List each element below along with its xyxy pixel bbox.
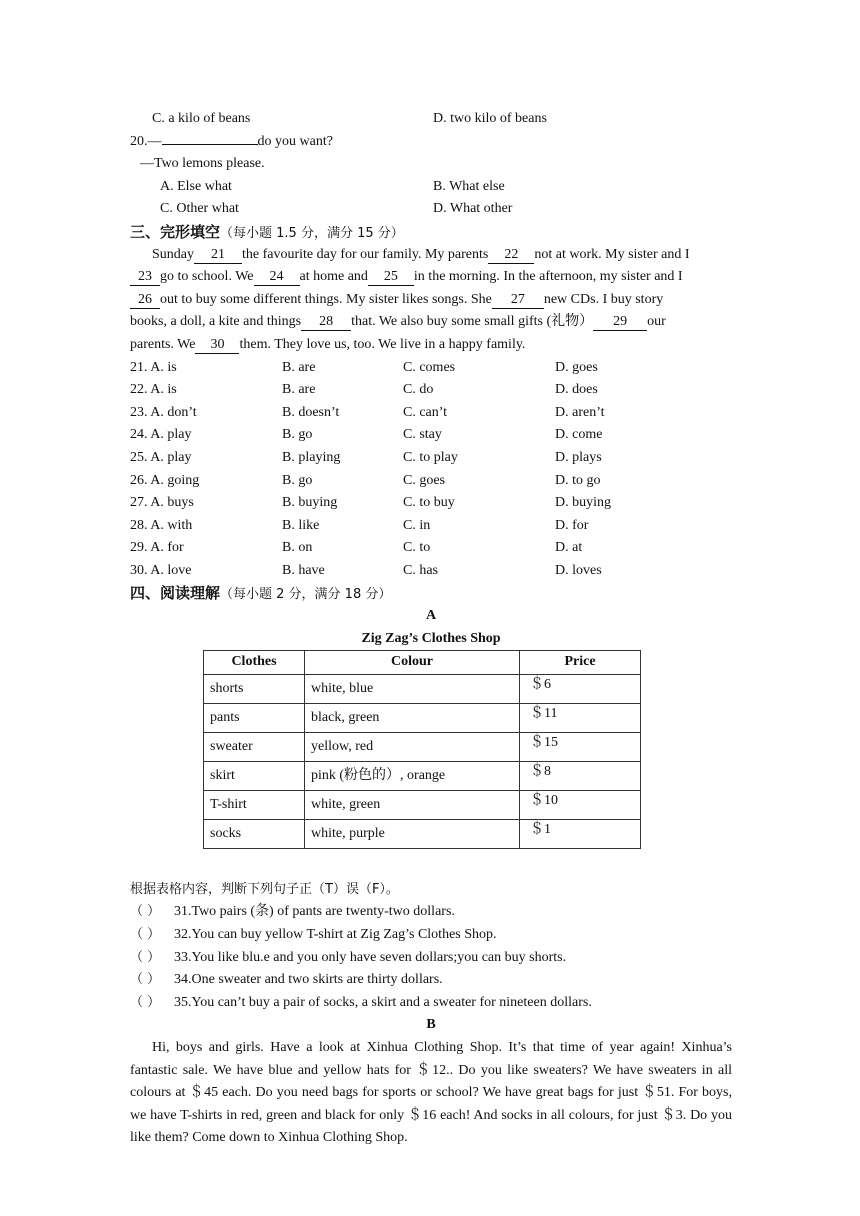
- cloze-option-row: [130, 402, 732, 425]
- table-cell: skirt: [204, 761, 305, 790]
- cloze-option: B. playing: [282, 449, 341, 465]
- column-header: Colour: [305, 651, 520, 675]
- blank-24: 24: [254, 269, 300, 286]
- table-row: [204, 703, 641, 732]
- section3-title: 三、完形填空: [130, 222, 221, 241]
- section4-heading: [130, 582, 732, 605]
- part-b-passage: [130, 1037, 732, 1150]
- q20-suffix: do you want?: [257, 133, 333, 149]
- exam-page: [130, 108, 732, 1150]
- cloze-option: C. has: [403, 562, 438, 578]
- true-false-question: [130, 969, 732, 992]
- cloze-option: D. plays: [555, 449, 602, 465]
- cloze-option-row: [130, 379, 732, 402]
- cloze-option-row: [130, 447, 732, 470]
- table-cell: shorts: [204, 674, 305, 703]
- true-false-question: [130, 924, 732, 947]
- blank-28: 28: [301, 314, 351, 331]
- cloze-option: D. goes: [555, 359, 598, 375]
- cloze-option: D. for: [555, 517, 589, 533]
- section3-note: （每小题 1.5 分，满分 15 分）: [220, 225, 404, 241]
- answer-bracket[interactable]: （ ）: [130, 904, 161, 920]
- answer-bracket[interactable]: （ ）: [130, 972, 161, 988]
- part-b-label: B: [426, 1017, 436, 1033]
- cloze-option: C. to play: [403, 449, 458, 465]
- table-row: [204, 790, 641, 819]
- cloze-option: B. go: [282, 427, 313, 443]
- cloze-option-row: [130, 424, 732, 447]
- cloze-option: 21. A. is: [130, 359, 177, 375]
- question-text: 33.You like blu.e and you only have seven dollars;you can buy shorts.: [174, 949, 567, 965]
- blank-25: 25: [368, 269, 414, 286]
- table-cell: pants: [204, 703, 305, 732]
- table-cell: black, green: [305, 703, 520, 732]
- table-cell: ＄1: [520, 819, 641, 848]
- table-row: [204, 761, 641, 790]
- table-cell: ＄10: [520, 790, 641, 819]
- question-text: 34.One sweater and two skirts are thirty dollars.: [174, 972, 443, 988]
- shop-table-title: Zig Zag’s Clothes Shop: [361, 630, 501, 646]
- true-false-questions: [130, 901, 732, 1014]
- blank-27: 27: [492, 292, 544, 309]
- table-row: [204, 674, 641, 703]
- blank-23: 23: [130, 269, 160, 286]
- cloze-option: 30. A. love: [130, 562, 192, 578]
- question-text: 31.Two pairs (条) of pants are twenty-two dollars.: [174, 904, 455, 920]
- q20-options-cd: [130, 198, 732, 221]
- table-cell: white, green: [305, 790, 520, 819]
- cloze-option: C. in: [403, 517, 431, 533]
- cloze-option: D. aren’t: [555, 404, 605, 420]
- table-cell: sweater: [204, 732, 305, 761]
- true-false-question: [130, 901, 732, 924]
- true-false-question: [130, 992, 732, 1015]
- cloze-option: B. go: [282, 472, 313, 488]
- clothes-price-table: [203, 650, 641, 849]
- cloze-option: C. to buy: [403, 495, 455, 511]
- table-row: [204, 732, 641, 761]
- blank-22: 22: [488, 247, 534, 264]
- cloze-option: D. buying: [555, 495, 611, 511]
- cloze-option: B. buying: [282, 495, 338, 511]
- table-header-row: [204, 651, 641, 675]
- cloze-option: 29. A. for: [130, 540, 184, 556]
- q20-answer: —Two lemons please.: [140, 156, 265, 172]
- q20-stem: [130, 131, 732, 154]
- cloze-option: B. are: [282, 359, 316, 375]
- cloze-option: C. comes: [403, 359, 456, 375]
- table-cell: white, blue: [305, 674, 520, 703]
- table-cell: ＄15: [520, 732, 641, 761]
- q19-options: [130, 108, 732, 131]
- blank-26: 26: [130, 292, 160, 309]
- answer-bracket[interactable]: （ ）: [130, 927, 161, 943]
- cloze-option: D. loves: [555, 562, 602, 578]
- part-b-paragraph: Hi, boys and girls. Have a look at Xinhua Clothing Shop. It’s that time of year again! Xinhua’s fantastic sale. We have blue and yellow hats for ＄12.. Do you like sweaters? We have sweaters in all colours at ＄45 each. Do you need bags for sports or school? We have great bags for just ＄51. For boys, we have T-shirts in red, green and black for only ＄16 each! And socks in all colours, for just ＄3. Do you like them? Come down to Xinhua Clothing Shop.: [130, 1040, 732, 1146]
- table-cell: ＄8: [520, 761, 641, 790]
- table-cell: white, purple: [305, 819, 520, 848]
- cloze-passage: Sunday 21 the favourite day for our family. My parents 22 not at work. My sister and I 23 go to school. We 24 at home and 25 in the morning. In the afternoon, my sister and I 26 out to buy some different things. My sister likes songs. She 27 new CDs. I buy story books, a doll, a kite and things 28 that. We also buy some small gifts (礼物） 29 our parents. We 30 them. They love us, too. We live in a happy family.: [130, 246, 690, 352]
- q20-option-b: B. What else: [433, 178, 505, 194]
- column-header: Price: [520, 651, 641, 675]
- q20-option-c: C. Other what: [160, 201, 239, 217]
- table-row: [204, 819, 641, 848]
- cloze-option: B. like: [282, 517, 320, 533]
- table-cell: yellow, red: [305, 732, 520, 761]
- q20-options-ab: [130, 176, 732, 199]
- q19-option-d: D. two kilo of beans: [433, 111, 547, 126]
- cloze-option: B. are: [282, 382, 316, 398]
- cloze-option: 28. A. with: [130, 517, 193, 533]
- cloze-option: B. doesn’t: [282, 404, 340, 420]
- cloze-option-row: [130, 357, 732, 380]
- blank-30: 30: [195, 337, 239, 354]
- table-cell: T-shirt: [204, 790, 305, 819]
- answer-bracket[interactable]: （ ）: [130, 949, 161, 965]
- q20-option-a: A. Else what: [160, 178, 232, 194]
- table-cell: pink (粉色的）, orange: [305, 761, 520, 790]
- cloze-option: D. does: [555, 382, 598, 398]
- question-text: 32.You can buy yellow T-shirt at Zig Zag’s Clothes Shop.: [174, 927, 497, 943]
- cloze-option: C. do: [403, 382, 434, 398]
- blank-21: 21: [194, 247, 242, 264]
- cloze-option: D. come: [555, 427, 603, 443]
- cloze-option: 23. A. don’t: [130, 404, 197, 420]
- question-text: 35.You can’t buy a pair of socks, a skirt and a sweater for nineteen dollars.: [174, 994, 592, 1010]
- cloze-option: 27. A. buys: [130, 495, 194, 511]
- cloze-option: B. on: [282, 540, 313, 556]
- cloze-option: 26. A. going: [130, 472, 200, 488]
- cloze-option-row: [130, 560, 732, 583]
- q20-prefix: 20.—: [130, 133, 162, 149]
- cloze-option: C. goes: [403, 472, 445, 488]
- cloze-option: B. have: [282, 562, 325, 578]
- section3-heading: [130, 221, 732, 244]
- cloze-option: C. to: [403, 540, 431, 556]
- blank-29: 29: [593, 314, 647, 331]
- q19-option-c: C. a kilo of beans: [152, 111, 251, 126]
- cloze-option: D. to go: [555, 472, 601, 488]
- part-a-label: A: [425, 608, 437, 624]
- cloze-option-row: [130, 470, 732, 493]
- true-false-question: [130, 947, 732, 970]
- section4-note: （每小题 2 分，满分 18 分）: [220, 587, 392, 603]
- cloze-options: [130, 357, 732, 583]
- cloze-option-row: [130, 515, 732, 538]
- column-header: Clothes: [204, 651, 305, 675]
- q20-blank: [162, 144, 258, 145]
- answer-bracket[interactable]: （ ）: [130, 994, 161, 1010]
- cloze-option: C. can’t: [403, 404, 448, 420]
- q20-option-d: D. What other: [433, 201, 513, 217]
- cloze-option-row: [130, 537, 732, 560]
- table-cell: ＄6: [520, 674, 641, 703]
- cloze-option: 22. A. is: [130, 382, 177, 398]
- cloze-option-row: [130, 492, 732, 515]
- section4-title: 四、阅读理解: [130, 584, 221, 603]
- cloze-option: 25. A. play: [130, 449, 192, 465]
- table-cell: ＄11: [520, 703, 641, 732]
- cloze-option: C. stay: [403, 427, 442, 443]
- table-cell: socks: [204, 819, 305, 848]
- cloze-option: 24. A. play: [130, 427, 192, 443]
- true-false-instruction: 根据表格内容，判断下列句子正（T）误（F）。: [130, 881, 399, 897]
- cloze-option: D. at: [555, 540, 583, 556]
